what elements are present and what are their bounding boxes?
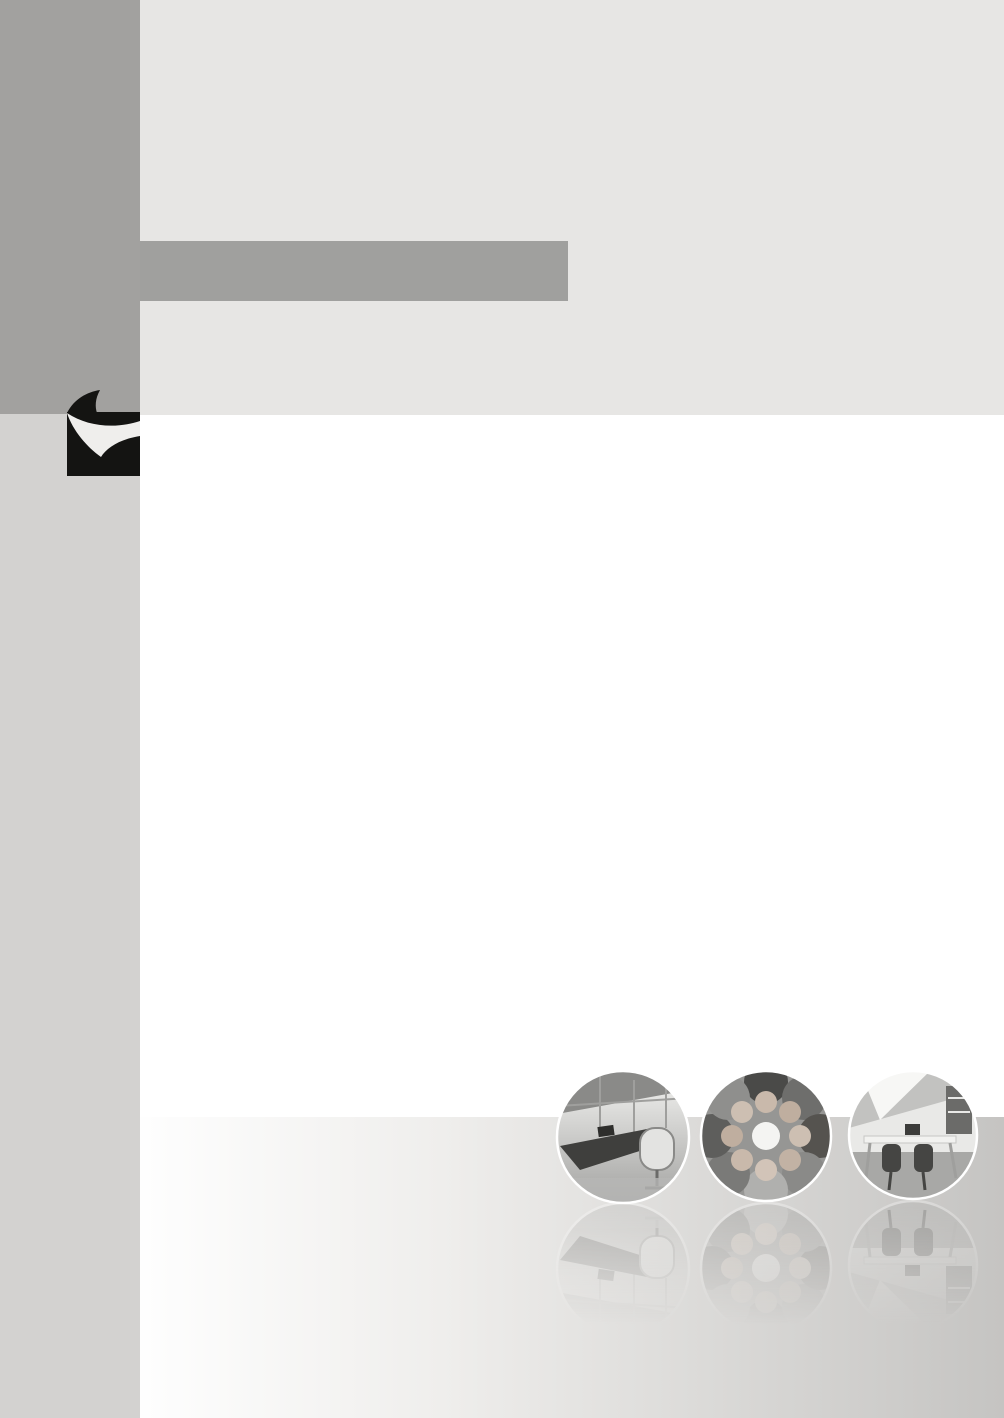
- edition-band: [140, 241, 568, 301]
- spine-strip-bottom: [0, 414, 140, 1418]
- spine-strip-top: [0, 0, 140, 414]
- header-background: [0, 0, 1004, 415]
- bottom-gradient-band: [140, 1117, 1004, 1418]
